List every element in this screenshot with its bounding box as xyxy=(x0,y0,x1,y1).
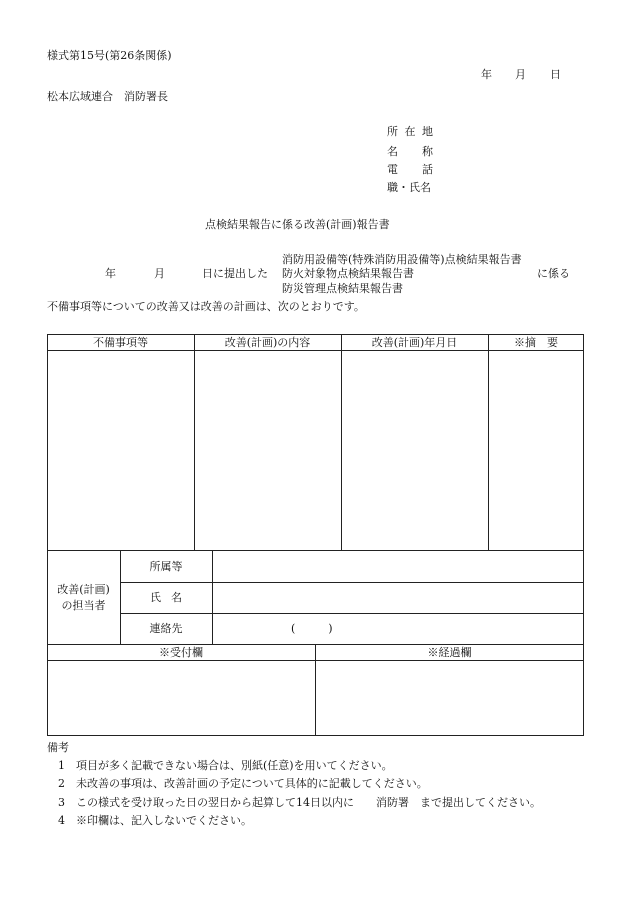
col-header-improvement-date: 改善(計画)年月日 xyxy=(371,335,458,349)
phone-label: 電 話 xyxy=(387,163,433,176)
title-name-label: 職・氏名 xyxy=(387,181,431,194)
date-month-label: 月 xyxy=(515,68,526,81)
col-header-deficiency: 不備事項等 xyxy=(93,335,148,349)
date-day-label: 日 xyxy=(550,68,561,81)
note-number-2: 2 xyxy=(58,777,65,790)
col-header-improvement-content: 改善(計画)の内容 xyxy=(224,335,311,349)
intro-text: 不備事項等についての改善又は改善の計画は、次のとおりです。 xyxy=(47,300,365,313)
affiliation-input[interactable] xyxy=(213,551,583,581)
progress-header: ※経過欄 xyxy=(427,645,472,659)
address-label: 所 在 地 xyxy=(387,125,433,138)
report-type-3: 防災管理点検結果報告書 xyxy=(282,282,403,295)
remarks-input-area[interactable] xyxy=(489,351,583,549)
note-number-4: 4 xyxy=(58,814,65,827)
submission-day: 日に提出した xyxy=(202,267,268,280)
affiliation-label: 所属等 xyxy=(149,559,183,573)
submission-month: 月 xyxy=(154,267,165,280)
note-number-1: 1 xyxy=(58,759,65,772)
contact-parentheses: ( ) xyxy=(291,622,333,635)
contact-input[interactable] xyxy=(213,614,583,643)
note-text-3: この様式を受け取った日の翌日から起算して14日以内に 消防署 まで提出してください。 xyxy=(76,796,541,809)
deficiency-input-area[interactable] xyxy=(48,351,193,549)
note-text-4: ※印欄は、記入しないでください。 xyxy=(76,814,252,827)
person-name-input[interactable] xyxy=(213,583,583,612)
report-type-1: 消防用設備等(特殊消防用設備等)点検結果報告書 xyxy=(282,253,522,266)
note-number-3: 3 xyxy=(58,796,65,809)
regarding-label: に係る xyxy=(537,267,570,280)
date-year-label: 年 xyxy=(481,68,492,81)
addressee: 松本広域連合 消防署長 xyxy=(47,90,168,103)
report-type-2: 防火対象物点検結果報告書 xyxy=(282,267,414,280)
notes-heading: 備考 xyxy=(47,741,69,754)
document-title: 点検結果報告に係る改善(計画)報告書 xyxy=(205,218,390,231)
contact-label: 連絡先 xyxy=(149,622,183,635)
receipt-header: ※受付欄 xyxy=(159,645,203,659)
note-text-1: 項目が多く記載できない場合は、別紙(任意)を用いてください。 xyxy=(76,759,393,772)
form-number: 様式第15号(第26条関係) xyxy=(47,49,172,62)
progress-area xyxy=(316,661,583,734)
person-in-charge-label-line1: 改善(計画) xyxy=(57,583,110,596)
name-label: 名 称 xyxy=(387,145,433,158)
improvement-date-input-area[interactable] xyxy=(342,351,487,549)
person-in-charge-label-line2: の担当者 xyxy=(61,599,106,612)
receipt-area xyxy=(48,661,314,734)
person-name-label: 氏 名 xyxy=(150,591,182,604)
submission-year: 年 xyxy=(105,267,116,280)
col-header-remarks: ※摘 要 xyxy=(514,335,558,349)
improvement-content-input-area[interactable] xyxy=(195,351,340,549)
note-text-2: 未改善の事項は、改善計画の予定について具体的に記載してください。 xyxy=(76,777,428,790)
